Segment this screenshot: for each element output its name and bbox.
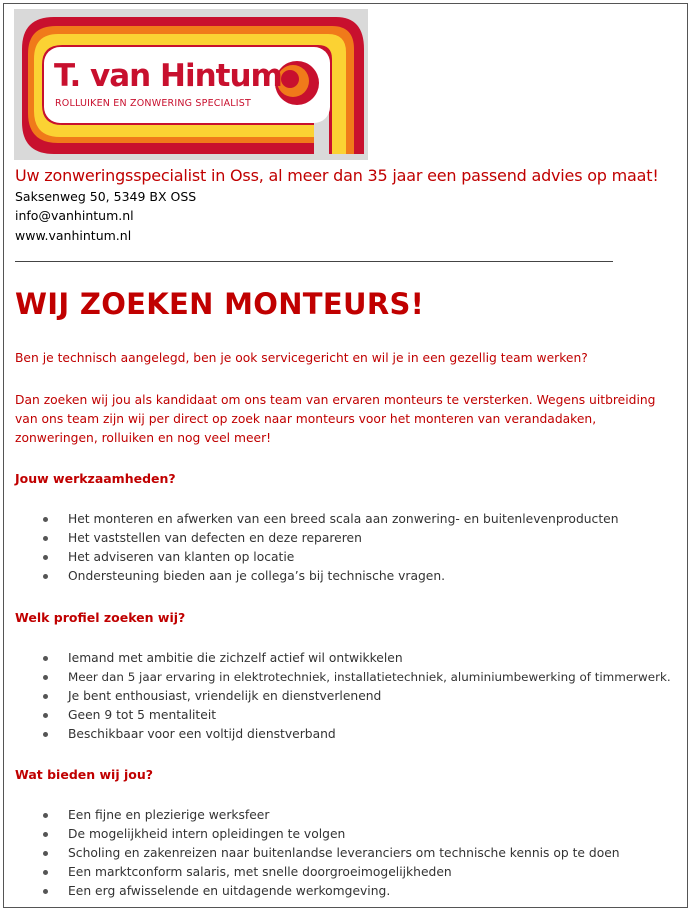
section-title-werkzaamheden: Jouw werkzaamheden? [15, 471, 176, 486]
bullet-icon [43, 889, 48, 894]
list-item-text: Een marktconform salaris, met snelle doorgroeimogelijkheden [68, 865, 452, 879]
bullet-icon [43, 536, 48, 541]
list-item [15, 806, 620, 825]
list-item [15, 567, 619, 586]
contact-address: Saksenweg 50, 5349 BX OSS [15, 189, 197, 204]
bullet-icon [43, 517, 48, 522]
list-aanbod [15, 806, 620, 901]
list-item-text: Het monteren en afwerken van een breed scala aan zonwering- en buitenlevenproducten [68, 512, 619, 526]
section-title-profiel: Welk profiel zoeken wij? [15, 610, 186, 625]
company-tagline: Uw zonweringsspecialist in Oss, al meer dan 35 jaar een passend advies op maat! [15, 166, 659, 185]
bullet-icon [43, 675, 48, 680]
list-item [15, 863, 620, 882]
bullet-icon [43, 555, 48, 560]
list-profiel [15, 649, 671, 744]
list-item [15, 825, 620, 844]
intro-question: Ben je technisch aangelegd, ben je ook servicegericht en wil je in een gezellig team werken? [15, 351, 588, 365]
list-item [15, 687, 671, 706]
list-item-text: Geen 9 tot 5 mentaliteit [68, 708, 217, 722]
contact-email[interactable]: info@vanhintum.nl [15, 208, 134, 223]
bullet-icon [43, 574, 48, 579]
bullet-icon [43, 656, 48, 661]
list-item-text: Je bent enthousiast, vriendelijk en dienstverlenend [68, 689, 382, 703]
logo-tagline: ROLLUIKEN EN ZONWERING SPECIALIST [55, 98, 252, 109]
list-item [15, 548, 619, 567]
list-item [15, 529, 619, 548]
list-item-text: Het vaststellen van defecten en deze repareren [68, 531, 362, 545]
contact-website[interactable]: www.vanhintum.nl [15, 228, 132, 243]
logo-company-name: T. van Hintum [54, 58, 282, 94]
list-item [15, 706, 671, 725]
list-item [15, 510, 619, 529]
bullet-icon [43, 851, 48, 856]
list-werkzaamheden [15, 510, 619, 586]
list-item-text: De mogelijkheid intern opleidingen te volgen [68, 827, 346, 841]
list-item [15, 882, 620, 901]
bullet-icon [43, 813, 48, 818]
bullet-icon [43, 713, 48, 718]
page-title: WIJ ZOEKEN MONTEURS! [15, 287, 425, 321]
list-item-text: Meer dan 5 jaar ervaring in elektrotechniek, installatietechniek, aluminiumbewerking of timmerwerk. [68, 670, 671, 684]
bullet-icon [43, 694, 48, 699]
list-item-text: Een erg afwisselende en uitdagende werkomgeving. [68, 884, 391, 898]
list-item [15, 649, 671, 668]
intro-body: Dan zoeken wij jou als kandidaat om ons team van ervaren monteurs te versterken. Wegens uitbreiding van ons team zijn wij per direct op zoek naar monteurs voor het monteren van verandadaken, zonweringen, rolluiken en nog veel meer! [15, 393, 656, 445]
list-item [15, 725, 671, 744]
section-title-aanbod: Wat bieden wij jou? [15, 767, 153, 782]
bullet-icon [43, 732, 48, 737]
list-item [15, 668, 671, 687]
list-item [15, 844, 620, 863]
company-logo [14, 9, 368, 160]
list-item-text: Scholing en zakenreizen naar buitenlandse leveranciers om technische kennis op te doen [68, 846, 620, 860]
divider-line [15, 261, 613, 262]
list-item-text: Een fijne en plezierige werksfeer [68, 808, 270, 822]
bullet-icon [43, 832, 48, 837]
list-item-text: Ondersteuning bieden aan je collega’s bij technische vragen. [68, 569, 446, 583]
list-item-text: Iemand met ambitie die zichzelf actief wil ontwikkelen [68, 651, 403, 665]
bullet-icon [43, 870, 48, 875]
list-item-text: Het adviseren van klanten op locatie [68, 550, 295, 564]
list-item-text: Beschikbaar voor een voltijd dienstverband [68, 727, 336, 741]
